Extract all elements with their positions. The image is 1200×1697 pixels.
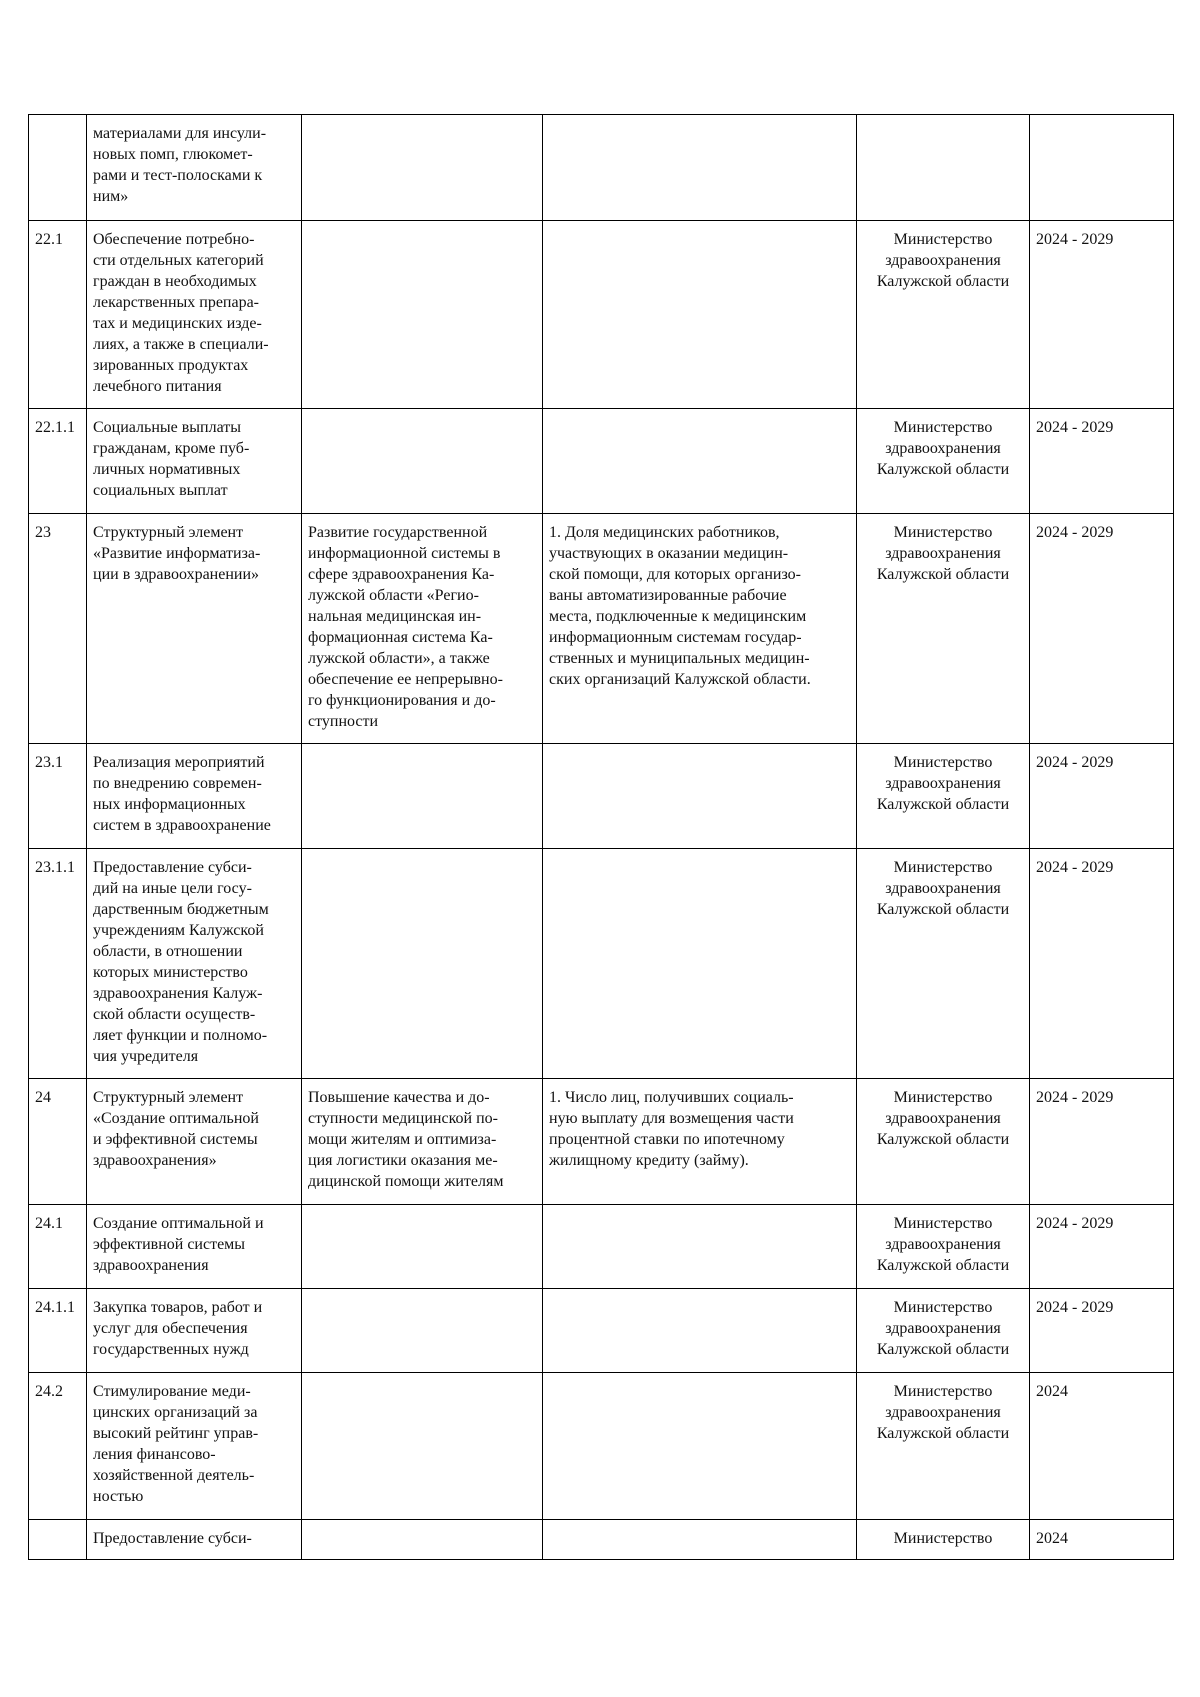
period: 2024 - 2029 (1030, 1079, 1174, 1205)
responsible-executor: Министерство здравоохранения Калужской области (857, 744, 1030, 849)
task-description (302, 849, 543, 1079)
responsible-executor: Министерство здравоохранения Калужской области (857, 1289, 1030, 1373)
row-number: 23.1 (29, 744, 87, 849)
row-number: 24 (29, 1079, 87, 1205)
table-row (29, 1520, 1174, 1560)
indicator: 1. Доля медицинских работников, участвующих в оказании медицин- ской помощи, для которых организо- ваны автоматизированные рабочие места, подключенные к медицинским информационным системам государ- ственных и муниципальных медицин- ских организаций Калужской области. (543, 514, 857, 744)
task-description (302, 744, 543, 849)
indicator (543, 1373, 857, 1520)
table-row (29, 409, 1174, 514)
table-row (29, 221, 1174, 409)
indicator (543, 221, 857, 409)
period (1030, 115, 1174, 221)
task-description (302, 221, 543, 409)
activity-name: Стимулирование меди- цинских организаций за высокий рейтинг управ- ления финансово- хозяйственной деятель- ностью (87, 1373, 302, 1520)
activity-name: Обеспечение потребно- сти отдельных категорий граждан в необходимых лекарственных препара- тах и медицинских изде- лиях, а также в специали- зированных продуктах лечебного питания (87, 221, 302, 409)
activity-name: Закупка товаров, работ и услуг для обеспечения государственных нужд (87, 1289, 302, 1373)
activity-name: материалами для инсули- новых помп, глюкомет- рами и тест-полосками к ним» (87, 115, 302, 221)
table-row (29, 115, 1174, 221)
indicator (543, 744, 857, 849)
activity-name: Реализация мероприятий по внедрению современ- ных информационных систем в здравоохранение (87, 744, 302, 849)
period: 2024 (1030, 1373, 1174, 1520)
indicator: 1. Число лиц, получивших социаль- ную выплату для возмещения части процентной ставки по ипотечному жилищному кредиту (займу). (543, 1079, 857, 1205)
period: 2024 - 2029 (1030, 1289, 1174, 1373)
task-description (302, 1205, 543, 1289)
row-number: 23.1.1 (29, 849, 87, 1079)
indicator (543, 849, 857, 1079)
indicator (543, 1289, 857, 1373)
row-number: 22.1.1 (29, 409, 87, 514)
task-description: Развитие государственной информационной системы в сфере здравоохранения Ка- лужской области «Регио- нальная медицинская ин- формационная система Ка- лужской области», а также обеспечение ее непрерывно- го функционирования и до- ступности (302, 514, 543, 744)
period: 2024 (1030, 1520, 1174, 1560)
indicator (543, 115, 857, 221)
table-row (29, 514, 1174, 744)
task-description (302, 409, 543, 514)
table-row (29, 849, 1174, 1079)
responsible-executor (857, 115, 1030, 221)
table-row (29, 1079, 1174, 1205)
task-description (302, 115, 543, 221)
program-table (28, 114, 1174, 1560)
task-description (302, 1289, 543, 1373)
period: 2024 - 2029 (1030, 409, 1174, 514)
activity-name: Предоставление субси- дий на иные цели госу- дарственным бюджетным учреждениям Калужской области, в отношении которых министерство здравоохранения Калуж- ской области осуществ- ляет функции и полномо- чия учредителя (87, 849, 302, 1079)
responsible-executor: Министерство здравоохранения Калужской области (857, 1373, 1030, 1520)
table-row (29, 1205, 1174, 1289)
row-number: 23 (29, 514, 87, 744)
row-number: 24.1 (29, 1205, 87, 1289)
responsible-executor: Министерство здравоохранения Калужской области (857, 1079, 1030, 1205)
activity-name: Предоставление субси- (87, 1520, 302, 1560)
period: 2024 - 2029 (1030, 514, 1174, 744)
period: 2024 - 2029 (1030, 1205, 1174, 1289)
period: 2024 - 2029 (1030, 221, 1174, 409)
indicator (543, 1520, 857, 1560)
table-row (29, 744, 1174, 849)
indicator (543, 409, 857, 514)
row-number: 22.1 (29, 221, 87, 409)
activity-name: Создание оптимальной и эффективной системы здравоохранения (87, 1205, 302, 1289)
responsible-executor: Министерство (857, 1520, 1030, 1560)
activity-name: Структурный элемент «Создание оптимальной и эффективной системы здравоохранения» (87, 1079, 302, 1205)
responsible-executor: Министерство здравоохранения Калужской области (857, 409, 1030, 514)
task-description: Повышение качества и до- ступности медицинской по- мощи жителям и оптимиза- ция логистики оказания ме- дицинской помощи жителям (302, 1079, 543, 1205)
row-number: 24.1.1 (29, 1289, 87, 1373)
task-description (302, 1520, 543, 1560)
responsible-executor: Министерство здравоохранения Калужской области (857, 221, 1030, 409)
activity-name: Социальные выплаты гражданам, кроме пуб- личных нормативных социальных выплат (87, 409, 302, 514)
task-description (302, 1373, 543, 1520)
table-row (29, 1373, 1174, 1520)
row-number (29, 115, 87, 221)
responsible-executor: Министерство здравоохранения Калужской области (857, 849, 1030, 1079)
row-number (29, 1520, 87, 1560)
responsible-executor: Министерство здравоохранения Калужской области (857, 1205, 1030, 1289)
period: 2024 - 2029 (1030, 849, 1174, 1079)
period: 2024 - 2029 (1030, 744, 1174, 849)
table-row (29, 1289, 1174, 1373)
responsible-executor: Министерство здравоохранения Калужской области (857, 514, 1030, 744)
activity-name: Структурный элемент «Развитие информатиза- ции в здравоохранении» (87, 514, 302, 744)
indicator (543, 1205, 857, 1289)
row-number: 24.2 (29, 1373, 87, 1520)
